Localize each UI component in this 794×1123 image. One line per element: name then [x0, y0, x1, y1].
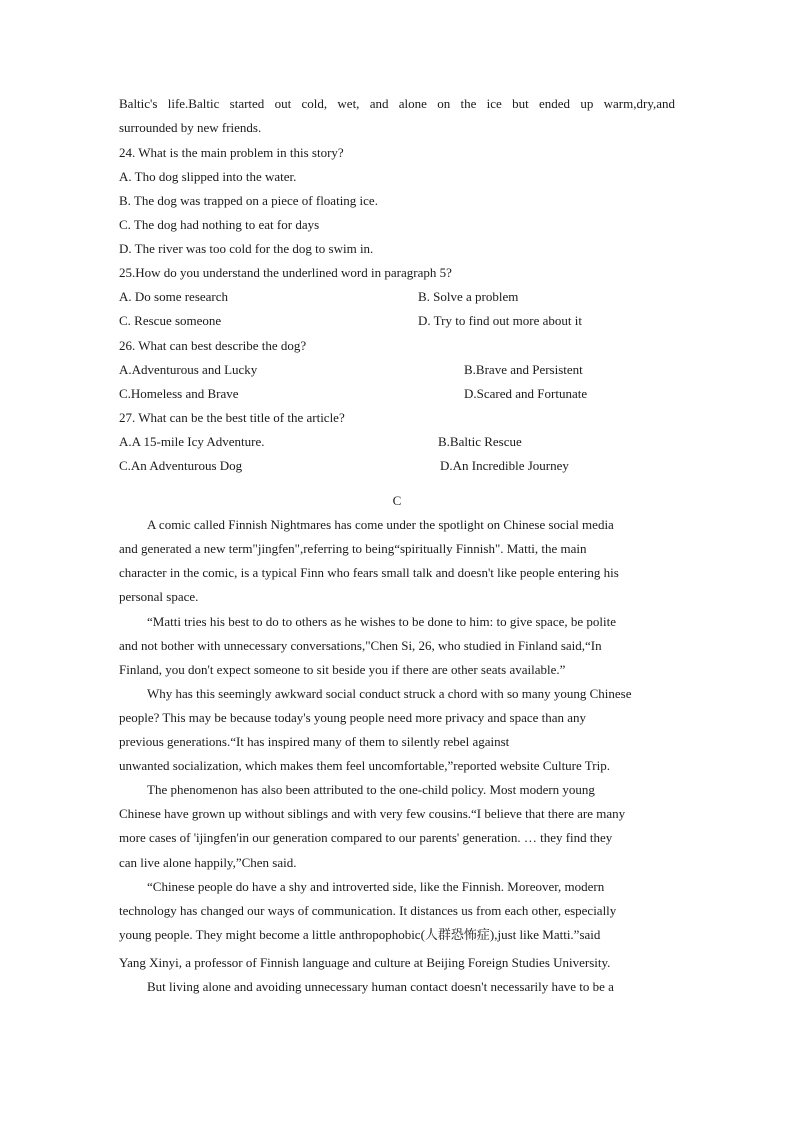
passage-line: can live alone happily,”Chen said. [119, 855, 297, 870]
question-27-option-b: B.Baltic Rescue [438, 434, 522, 449]
question-25-stem: 25.How do you understand the underlined word in paragraph 5? [119, 265, 452, 280]
question-27-option-d: D.An Incredible Journey [440, 458, 569, 473]
passage-line: But living alone and avoiding unnecessary human contact doesn't necessarily have to be a [147, 979, 614, 994]
passage-line: technology has changed our ways of communication. It distances us from each other, especially [119, 903, 617, 918]
passage-line: previous generations.“It has inspired many of them to silently rebel against [119, 734, 510, 749]
question-25-option-b: B. Solve a problem [418, 289, 519, 304]
passage-line: Yang Xinyi, a professor of Finnish language and culture at Beijing Foreign Studies University. [119, 955, 611, 970]
passage-line: Finland, you don't expect someone to sit beside you if there are other seats available.” [119, 662, 566, 677]
passage-line: The phenomenon has also been attributed to the one-child policy. Most modern young [147, 782, 595, 797]
intro-line-2: surrounded by new friends. [119, 120, 262, 135]
passage-line: character in the comic, is a typical Finn who fears small talk and doesn't like people entering his [119, 565, 619, 580]
question-27-option-c: C.An Adventurous Dog [119, 458, 243, 473]
passage-line: people? This may be because today's young people need more privacy and space than any [119, 710, 587, 725]
intro-line-1: Baltic's life.Baltic started out cold, wet, and alone on the ice but ended up warm,dry,and [119, 96, 675, 111]
question-26-option-d: D.Scared and Fortunate [464, 386, 588, 401]
passage-line: unwanted socialization, which makes them feel uncomfortable,”reported website Culture Trip. [119, 758, 610, 773]
passage-line: and not bother with unnecessary conversations,"Chen Si, 26, who studied in Finland said,“In [119, 638, 602, 653]
question-27-stem: 27. What can be the best title of the article? [119, 410, 345, 425]
passage-line: and generated a new term"jingfen",referring to being“spiritually Finnish". Matti, the main [119, 541, 587, 556]
question-26-option-c: C.Homeless and Brave [119, 386, 239, 401]
passage-line: more cases of 'ijingfen'in our generation compared to our parents' generation. … they find they [119, 830, 613, 845]
question-24-option-b: B. The dog was trapped on a piece of floating ice. [119, 193, 378, 208]
question-24-option-c: C. The dog had nothing to eat for days [119, 217, 320, 232]
question-25-option-d: D. Try to find out more about it [418, 313, 582, 328]
question-26-option-b: B.Brave and Persistent [464, 362, 583, 377]
question-24-option-a: A. Tho dog slipped into the water. [119, 169, 297, 184]
question-25-option-a: A. Do some research [119, 289, 229, 304]
passage-line: A comic called Finnish Nightmares has come under the spotlight on Chinese social media [147, 517, 614, 532]
passage-line: personal space. [119, 589, 199, 604]
section-heading: C [392, 493, 402, 508]
question-26-stem: 26. What can best describe the dog? [119, 338, 307, 353]
question-24-option-d: D. The river was too cold for the dog to swim in. [119, 241, 374, 256]
passage-line: Chinese have grown up without siblings and with very few cousins.“I believe that there are many [119, 806, 626, 821]
question-27-option-a: A.A 15-mile Icy Adventure. [119, 434, 265, 449]
passage-line: young people. They might become a little anthropophobic(人群恐怖症),just like Matti.”said [119, 927, 601, 942]
question-26-option-a: A.Adventurous and Lucky [119, 362, 258, 377]
question-25-option-c: C. Rescue someone [119, 313, 222, 328]
passage-line: Why has this seemingly awkward social conduct struck a chord with so many young Chinese [147, 686, 632, 701]
passage-line: “Chinese people do have a shy and introverted side, like the Finnish. Moreover, modern [147, 879, 605, 894]
question-24-stem: 24. What is the main problem in this story? [119, 145, 344, 160]
passage-line: “Matti tries his best to do to others as he wishes to be done to him: to give space, be polite [147, 614, 616, 629]
